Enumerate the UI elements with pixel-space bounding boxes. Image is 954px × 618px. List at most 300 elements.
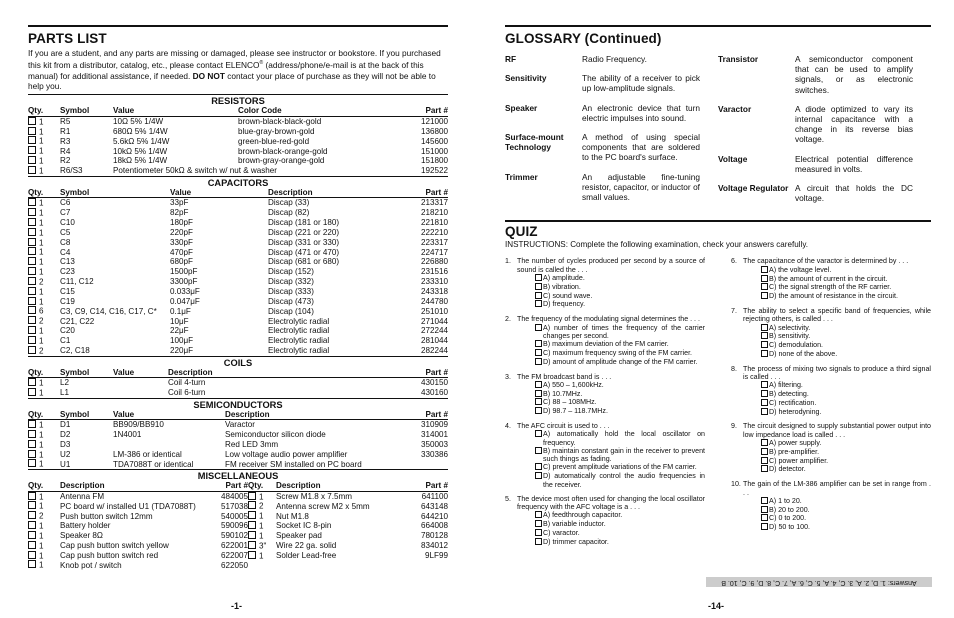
cell-text: 1 (39, 440, 44, 450)
cell-text: Varactor (225, 420, 255, 430)
table-cell (268, 306, 388, 316)
cell-text: Cap push button switch yellow (60, 541, 169, 551)
checkbox-wrap (535, 430, 543, 447)
table-row (28, 501, 448, 511)
checkbox-wrap (535, 340, 543, 349)
question-text: The capacitance of the varactor is determined by . . . (743, 257, 909, 266)
table-cell (28, 541, 60, 551)
table-row (28, 551, 448, 561)
column-header: Part # (388, 410, 448, 420)
cell-text: 3300pF (170, 277, 198, 287)
table-cell (60, 491, 203, 501)
table-cell (60, 377, 113, 387)
answer-option (731, 465, 931, 474)
capacitors-table (28, 188, 448, 356)
table-cell (388, 326, 448, 336)
cell-text: C19 (60, 296, 75, 306)
table-cell (28, 228, 60, 238)
checkbox-icon (761, 465, 768, 472)
question-stem (505, 257, 705, 274)
checkbox-wrap (761, 448, 769, 457)
option-text: C) the signal strength of the RF carrier. (769, 283, 892, 292)
cell-text: C11, C12 (60, 277, 94, 287)
table-cell (170, 287, 268, 297)
glossary-definition: Radio Frequency. (582, 54, 647, 64)
column-header: Symbol (60, 188, 170, 198)
table-row (28, 136, 448, 146)
table-cell (60, 267, 170, 277)
cell-text: 1 (39, 326, 44, 336)
checkbox-icon (28, 166, 36, 174)
glossary-entry (505, 172, 718, 203)
cell-text: 643148 (420, 501, 448, 511)
cell-text: TDA7088T or identical (113, 459, 194, 469)
cell-text: 1 (259, 551, 264, 561)
semiconductors-title: SEMICONDUCTORS (28, 398, 448, 410)
glossary-column-left (505, 54, 718, 212)
checkbox-icon (761, 324, 768, 331)
top-rule (28, 25, 448, 27)
checkbox-icon (28, 267, 36, 275)
semiconductors-table (28, 410, 448, 470)
column-header: Description (60, 481, 203, 491)
cell-text: Potentiometer 50kΩ & switch w/ nut & washer (113, 166, 277, 176)
table-cell (170, 238, 268, 248)
table-cell (170, 218, 268, 228)
checkbox-icon (28, 346, 36, 354)
checkbox-icon (28, 238, 36, 246)
cell-text: brown-gray-orange-gold (238, 156, 325, 166)
checkbox-icon (28, 440, 36, 448)
table-cell (268, 287, 388, 297)
checkbox-icon (761, 514, 768, 521)
table-cell (113, 146, 238, 156)
cell-text: 10μF (170, 316, 189, 326)
table-cell (28, 420, 60, 430)
table-cell (388, 297, 448, 307)
table-cell (170, 208, 268, 218)
table-cell (388, 166, 448, 176)
table-cell (28, 127, 60, 137)
cell-text: 1500pF (170, 267, 198, 277)
cell-text: PC board w/ installed U1 (TDA7088T) (60, 501, 196, 511)
table-cell (170, 277, 268, 287)
miscellaneous-table (28, 481, 448, 570)
answer-option (731, 324, 931, 333)
glossary-definition: Electrical potential difference measured in volts. (795, 153, 913, 174)
table-cell (238, 146, 388, 156)
cell-text: Antenna screw M2 x 5mm (276, 501, 370, 511)
option-text: A) 1 to 20. (769, 496, 802, 505)
cell-text: 10Ω 5% 1/4W (113, 116, 164, 126)
cell-text: 244780 (420, 296, 448, 306)
table-cell (113, 116, 238, 126)
parts-list-title: PARTS LIST (28, 31, 107, 46)
table-cell (268, 326, 388, 336)
cell-text: 192522 (420, 166, 448, 176)
cell-text: 330pF (170, 237, 193, 247)
table-cell (60, 297, 170, 307)
table-cell (28, 430, 60, 440)
table-cell (388, 430, 448, 440)
cell-text: 121000 (420, 116, 448, 126)
table-row (28, 198, 448, 208)
checkbox-wrap (535, 300, 543, 309)
table-cell (60, 306, 170, 316)
cell-text: 330386 (420, 449, 448, 459)
page-number-right: -14- (708, 601, 725, 611)
cell-text: 1 (39, 378, 44, 388)
table-cell (393, 531, 448, 541)
table-row (28, 218, 448, 228)
option-text: A) the voltage level. (769, 265, 832, 274)
question-text: The number of cycles produced per second by a source of sound is called the . . . (517, 257, 705, 274)
cell-text: 644210 (420, 511, 448, 521)
cell-text: Discap (333) (268, 286, 314, 296)
checkbox-icon (28, 146, 36, 154)
checkbox-icon (28, 336, 36, 344)
table-cell (28, 267, 60, 277)
question-number: 4. (505, 421, 511, 430)
cell-text: R2 (60, 156, 71, 166)
cell-text: 350003 (420, 439, 448, 449)
cell-text: 1 (39, 136, 44, 146)
cell-text: C4 (60, 247, 71, 257)
checkbox-icon (28, 326, 36, 334)
checkbox-wrap (761, 465, 769, 474)
table-cell (276, 531, 393, 541)
option-text: B) detecting. (769, 390, 809, 399)
table-row (28, 287, 448, 297)
question-text: The device most often used for changing the local oscillator frequency with the AFC voltage is a . . . (517, 494, 705, 512)
cell-text: 1 (39, 198, 44, 208)
table-cell (28, 560, 60, 570)
option-text: B) pre-amplifier. (769, 447, 820, 456)
table-cell (113, 166, 277, 176)
question-text: The FM broadcast band is . . . (517, 372, 612, 381)
cell-text: 1 (259, 531, 264, 541)
checkbox-wrap (535, 520, 543, 529)
table-row (28, 388, 448, 398)
table-cell (28, 257, 60, 267)
cell-text: R1 (60, 126, 71, 136)
cell-text: 622007 (220, 550, 248, 560)
cell-text: R6/S3 (60, 166, 83, 176)
cell-text: 1 (39, 420, 44, 430)
column-header: Qty. (28, 188, 60, 198)
checkbox-icon (28, 492, 36, 500)
cell-text: Socket IC 8-pin (276, 521, 332, 531)
table-cell (268, 198, 388, 208)
table-row (28, 459, 448, 469)
column-header: Qty. (248, 481, 276, 491)
option-text: A) filtering. (769, 381, 803, 390)
table-row (28, 267, 448, 277)
option-text: B) 20 to 200. (769, 505, 810, 514)
glossary-term: Speaker (505, 102, 538, 113)
cell-text: 622050 (220, 560, 248, 570)
answer-option (505, 538, 705, 547)
cell-text: 1 (39, 430, 44, 440)
cell-text: C7 (60, 208, 71, 218)
quiz-question (731, 480, 931, 532)
table-cell (203, 551, 248, 561)
answer-option (505, 324, 705, 341)
table-row (28, 336, 448, 346)
table-cell (248, 551, 276, 561)
cell-text: 1 (39, 247, 44, 257)
option-text: C) demodulation. (769, 341, 824, 350)
glossary-entry (505, 132, 718, 163)
table-cell (60, 346, 170, 356)
cell-text: 2 (259, 501, 264, 511)
question-number: 2. (505, 315, 511, 324)
checkbox-icon (248, 521, 256, 529)
checkbox-wrap (761, 514, 769, 523)
table-cell (113, 420, 225, 430)
column-header: Part # (388, 368, 448, 378)
checkbox-icon (535, 340, 542, 347)
table-cell (28, 287, 60, 297)
checkbox-icon (28, 511, 36, 519)
checkbox-icon (28, 297, 36, 305)
question-stem (505, 373, 705, 381)
question-text: The circuit designed to supply substantial power output into low impedance load is called . . . (743, 422, 931, 439)
table-cell (388, 306, 448, 316)
cell-text: 272244 (420, 326, 448, 336)
cell-text: C8 (60, 237, 71, 247)
column-header: Part # (393, 481, 448, 491)
table-cell (393, 491, 448, 501)
cell-text: 0.1μF (170, 306, 191, 316)
answer-option (505, 463, 705, 472)
checkbox-icon (761, 390, 768, 397)
cell-text: C23 (60, 267, 75, 277)
table-cell (388, 336, 448, 346)
table-cell (170, 336, 268, 346)
answer-option (505, 529, 705, 538)
table-cell (388, 459, 448, 469)
table-cell (276, 491, 393, 501)
glossary-entry (505, 103, 718, 123)
table-cell (268, 267, 388, 277)
checkbox-wrap (761, 497, 769, 506)
column-header: Value (113, 368, 168, 378)
cell-text: 222210 (420, 227, 448, 237)
quiz-column-left (505, 257, 705, 552)
cell-text: 136800 (420, 126, 448, 136)
cell-text: Coil 6-turn (168, 388, 206, 398)
table-cell (60, 541, 203, 551)
question-text: The frequency of the modulating signal determines the . . . (517, 315, 700, 324)
answer-option (731, 341, 931, 350)
table-cell (60, 116, 113, 126)
table-cell (168, 388, 388, 398)
cell-text: LM-386 or identical (113, 449, 182, 459)
cell-text: Discap (471 or 470) (268, 247, 340, 257)
answer-option (731, 292, 931, 301)
cell-text: 5.6kΩ 5% 1/4W (113, 136, 170, 146)
option-text: A) power supply. (769, 439, 822, 448)
cell-text: C5 (60, 227, 71, 237)
checkbox-icon (535, 529, 542, 536)
checkbox-wrap (535, 283, 543, 292)
cell-text: 2 (39, 346, 44, 356)
parts-list-intro: If you are a student, and any parts are missing or damaged, please see instructor or bookstore. If you purchased this kit from a distributor, catalog, etc., please contact ELENCO® (address/phone/e-mail is at the back of this manual) for additional assistance, if needed. DO NOT contact your place of purchase as they will not be able to help you. (28, 48, 441, 91)
table-cell (388, 228, 448, 238)
quiz-instructions: INSTRUCTIONS: Complete the following examination, check your answers carefully. (505, 240, 809, 250)
answer-option (505, 292, 705, 301)
miscellaneous-title: MISCELLANEOUS (28, 469, 448, 481)
table-row (28, 257, 448, 267)
question-stem (505, 495, 705, 512)
table-cell (388, 116, 448, 126)
checkbox-wrap (761, 275, 769, 284)
table-cell (168, 377, 388, 387)
table-cell (28, 136, 60, 146)
checkbox-icon (28, 127, 36, 135)
question-stem (731, 365, 931, 382)
table-cell (60, 388, 113, 398)
answer-option (505, 358, 705, 367)
checkbox-icon (535, 274, 542, 281)
cell-text: Low voltage audio power amplifier (225, 449, 348, 459)
table-cell (28, 377, 60, 387)
cell-text: 223317 (420, 237, 448, 247)
table-cell (388, 146, 448, 156)
checkbox-icon (28, 420, 36, 428)
checkbox-wrap (761, 332, 769, 341)
option-text: C) varactor. (543, 529, 580, 538)
table-row (28, 541, 448, 551)
table-row (28, 511, 448, 521)
table-cell (268, 336, 388, 346)
cell-text: Discap (473) (268, 296, 314, 306)
checkbox-wrap (535, 390, 543, 399)
checkbox-icon (761, 448, 768, 455)
table-row (28, 306, 448, 316)
table-cell (170, 228, 268, 238)
cell-text: 1 (39, 146, 44, 156)
cell-text: 1 (39, 501, 44, 511)
cell-text: 314001 (420, 430, 448, 440)
table-cell (28, 551, 60, 561)
table-cell (203, 521, 248, 531)
checkbox-icon (535, 300, 542, 307)
table-cell (388, 267, 448, 277)
cell-text: Discap (33) (268, 198, 310, 208)
checkbox-wrap (761, 439, 769, 448)
checkbox-icon (28, 198, 36, 206)
cell-text: Knob pot / switch (60, 560, 122, 570)
glossary-term: Transistor (718, 54, 759, 64)
checkbox-icon (248, 551, 256, 559)
cell-text: 1 (39, 459, 44, 469)
checkbox-icon (535, 349, 542, 356)
answer-option (505, 520, 705, 529)
resistors-title: RESISTORS (28, 94, 448, 106)
table-cell (203, 531, 248, 541)
table-header (28, 188, 448, 198)
table-cell (60, 156, 113, 166)
checkbox-icon (761, 457, 768, 464)
cell-text: C15 (60, 286, 75, 296)
coils-table (28, 368, 448, 398)
table-cell (388, 420, 448, 430)
quiz-question (505, 495, 705, 547)
table-cell (113, 450, 225, 460)
question-number: 6. (731, 257, 737, 266)
question-text: The ability to select a specific band of frequencies, while rejecting others, is called . . . (743, 306, 931, 324)
table-cell (60, 238, 170, 248)
table-cell (388, 218, 448, 228)
column-header: Value (113, 410, 225, 420)
cell-text: 2 (39, 316, 44, 326)
checkbox-icon (248, 531, 256, 539)
checkbox-icon (248, 541, 256, 549)
checkbox-icon (535, 283, 542, 290)
right-page (505, 0, 931, 618)
table-cell (170, 198, 268, 208)
checkbox-icon (535, 520, 542, 527)
table-cell (170, 346, 268, 356)
cell-text: 221810 (420, 218, 448, 228)
table-cell (28, 459, 60, 469)
answer-option (505, 447, 705, 464)
table-row (28, 116, 448, 126)
table-cell (170, 247, 268, 257)
checkbox-icon (535, 511, 542, 518)
checkbox-wrap (535, 447, 543, 464)
table-cell (248, 491, 276, 501)
table-cell (393, 551, 448, 561)
answer-option (505, 274, 705, 283)
glossary-definition: A semiconductor component that can be used to amplify signals, or as electronic switches. (795, 54, 913, 95)
cell-text: 3" (259, 541, 267, 551)
left-page (28, 0, 448, 618)
checkbox-wrap (761, 266, 769, 275)
cell-text: 1 (39, 521, 44, 531)
table-cell (113, 430, 225, 440)
answer-option (505, 340, 705, 349)
option-text: B) 10.7MHz. (543, 389, 583, 398)
checkbox-icon (761, 292, 768, 299)
checkbox-icon (535, 292, 542, 299)
cell-text: 484005 (220, 491, 248, 501)
table-cell (388, 277, 448, 287)
table-cell (248, 531, 276, 541)
cell-text: D1 (60, 420, 71, 430)
table-cell (60, 218, 170, 228)
table-cell (28, 166, 60, 176)
cell-text: Red LED 3mm (225, 439, 279, 449)
checkbox-wrap (535, 358, 543, 367)
cell-text: 622001 (220, 541, 248, 551)
cell-text: Cap push button switch red (60, 550, 159, 560)
table-cell (388, 198, 448, 208)
cell-text: R4 (60, 146, 71, 156)
cell-text: 2 (39, 277, 44, 287)
table-cell (113, 440, 225, 450)
cell-text: 1 (39, 238, 44, 248)
quiz-question (731, 365, 931, 417)
cell-text: 243318 (420, 286, 448, 296)
table-row (28, 560, 448, 570)
answer-option (731, 439, 931, 448)
answers-key: Answers: 1. D, 2. A, 3. C, 4. A, 5. C, 6. A, 7. C, 8. D, 9. C, 10. B (706, 577, 932, 587)
table-cell (60, 521, 203, 531)
table-cell (276, 511, 393, 521)
